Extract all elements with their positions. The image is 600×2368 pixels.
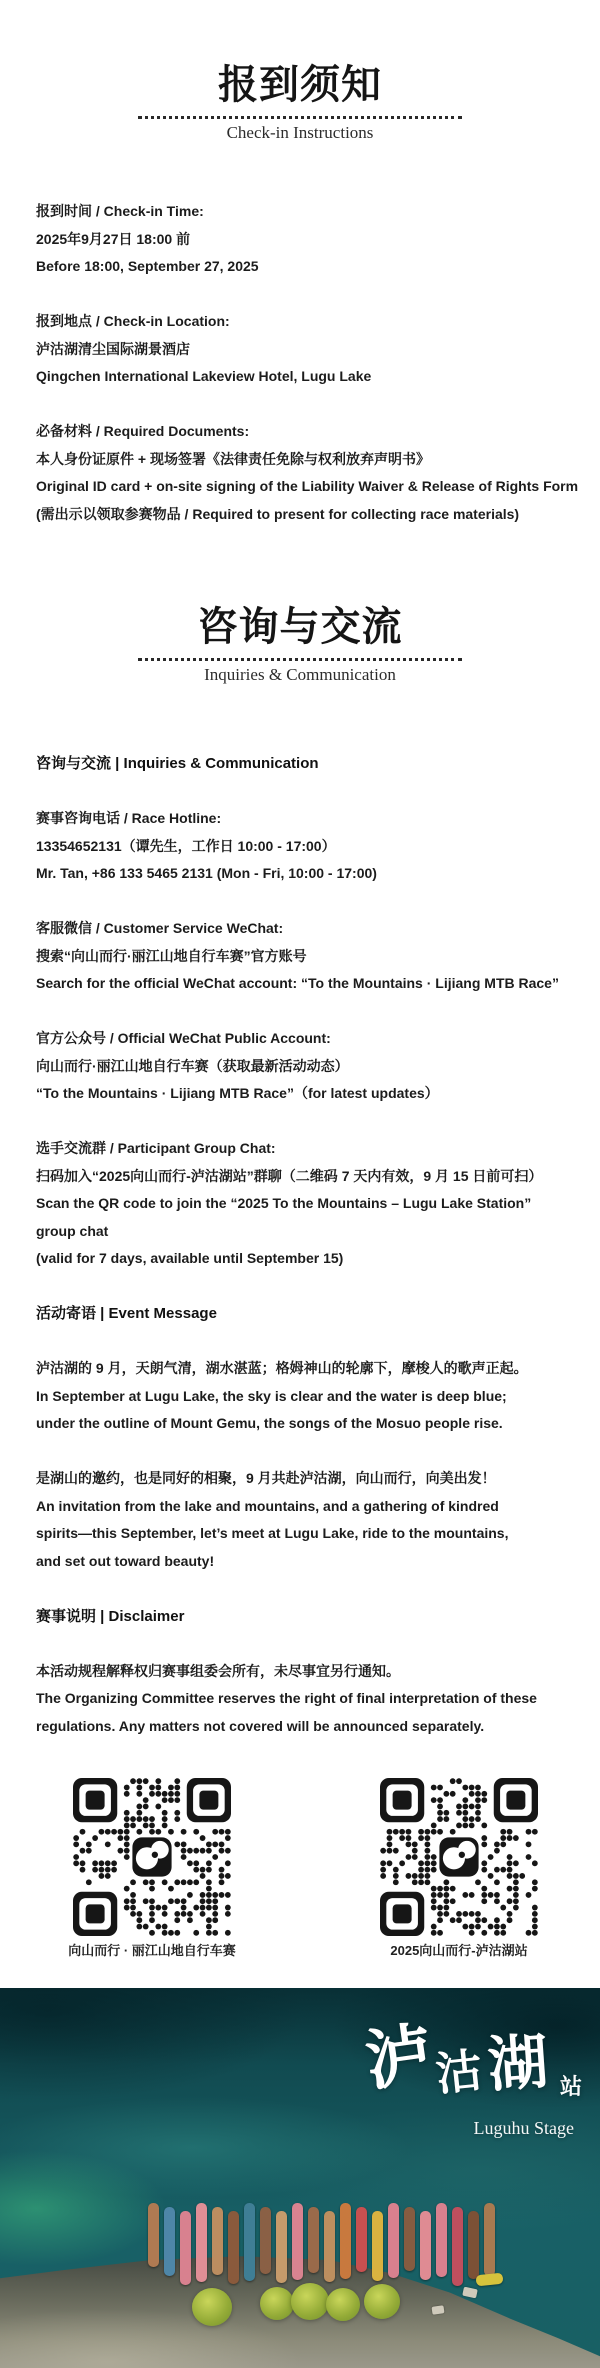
event-message-para2 [36,1465,596,1575]
hotline-para [36,805,596,888]
boat [148,2203,159,2267]
disclaimer-label: 赛事说明 | Disclaimer [36,1607,185,1625]
calligraphy-char: 泸 [361,2017,437,2100]
boat [388,2203,399,2278]
inquiries-title: 咨询与交流 [197,605,403,649]
text-line: Before 18:00, September 27, 2025 [36,258,259,274]
boat [452,2207,463,2286]
boat [468,2211,479,2279]
checkin-documents-para [36,418,596,528]
boat [308,2207,319,2273]
text-line: 官方公众号 / Official WeChat Public Account: [36,1030,331,1046]
phone-number-en: Mr. Tan, +86 133 5465 2131 (Mon - Fri, 10:00 - 17:00) [36,865,377,881]
text-line: Scan the QR code to join the “2025 To the Mountains – Lugu Lake Station” [36,1195,532,1211]
text-line: 报到地点 / Check-in Location: [36,313,230,329]
boat [292,2203,303,2280]
text-line: 向山而行·丽江山地自行车赛（获取最新活动动态） [36,1057,349,1074]
dotted-divider [138,116,462,119]
boat [340,2203,351,2279]
event-message-para1 [36,1355,596,1438]
text-line: 泸沽湖清尘国际湖景酒店 [36,340,190,357]
boat [372,2211,383,2281]
tree [364,2284,400,2319]
text-line: 扫码加入“2025向山而行-泸沽湖站”群聊（二维码 7 天内有效，9 月 15 日前可扫） [36,1167,543,1184]
calligraphy-char: 湖 [485,2028,551,2100]
text-line: An invitation from the lake and mountains, and a gathering of kindred [36,1497,499,1514]
checkin-title: 报到须知 [218,63,382,107]
qr-block-race [42,1778,262,1960]
phone-number: 13354652131（谭先生，工作日 10:00 - 17:00） [36,837,336,854]
text-line: 本活动规程解释权归赛事组委会所有，未尽事宜另行通知。 [36,1662,400,1679]
qr-caption-race: 向山而行 · 丽江山地自行车赛 [68,1943,236,1958]
calligraphy-char: 沽 [433,2044,485,2101]
inquiries-title-block [0,605,600,686]
text-line: spirits—this September, let’s meet at Lugu Lake, ride to the mountains, [36,1525,509,1541]
boat [196,2203,207,2282]
text-line: Original ID card + on-site signing of the Liability Waiver & Release of Rights Form [36,478,579,494]
event-message-label: 活动寄语 | Event Message [36,1305,217,1322]
text-line: (需出示以领取参赛物品 / Required to present for collecting race materials) [36,505,520,522]
boat [404,2207,415,2271]
text-line: 选手交流群 / Participant Group Chat: [36,1140,276,1156]
boat [484,2203,495,2276]
boat [260,2207,271,2274]
qr-row [0,1778,600,1974]
group-chat-para [36,1135,596,1273]
disclaimer-para [36,1658,596,1741]
checkin-subtitle: Check-in Instructions [226,123,374,142]
text-line: and set out toward beauty! [36,1552,215,1569]
text-line: 必备材料 / Required Documents: [36,423,250,439]
text-line: Qingchen International Lakeview Hotel, Lugu Lake [36,368,372,384]
inquiries-subtitle: Inquiries & Communication [204,665,396,684]
text-line: 客服微信 / Customer Service WeChat: [36,920,284,936]
tree [260,2287,294,2320]
dock-object [432,2305,445,2315]
text-line: (valid for 7 days, available until September 15) [36,1250,344,1266]
qr-block-group [349,1778,569,1960]
qr-caption-group: 2025向山而行-泸沽湖站 [390,1943,528,1958]
tree [291,2283,329,2320]
text-line: 搜索“向山而行·丽江山地自行车赛”官方账号 [36,947,307,964]
wechat-para [36,915,596,998]
station-label: 站 [559,2074,582,2099]
text-line: regulations. Any matters not covered will be announced separately. [36,1717,485,1734]
text-line: 是湖山的邀约，也是同好的相聚，9 月共赴泸沽湖，向山而行，向美出发！ [36,1470,496,1486]
text-line: under the outline of Mount Gemu, the songs of the Mosuo people rise. [36,1415,503,1431]
boat [436,2203,447,2277]
boat [420,2211,431,2280]
boat [212,2207,223,2275]
dotted-divider [138,658,462,661]
boats-row [148,2203,495,2282]
photo-subtitle: Luguhu Stage [473,2118,574,2138]
text-line: 报到时间 / Check-in Time: [36,203,204,219]
boat [356,2207,367,2272]
text-line: In September at Lugu Lake, the sky is clear and the water is deep blue; [36,1387,507,1404]
checkin-location-para [36,308,596,391]
text-line: 本人身份证原件 + 现场签署《法律责任免除与权利放弃声明书》 [36,450,430,467]
dock-object [462,2287,478,2299]
qr-code-race-account [73,1778,231,1936]
checkin-title-block [0,63,600,144]
boat [164,2207,175,2276]
inquiries-body [36,750,596,1768]
text-line: The Organizing Committee reserves the right of final interpretation of these [36,1690,537,1706]
tree [192,2288,232,2326]
checkin-body [36,198,596,556]
boat [324,2211,335,2282]
boat [180,2211,191,2285]
yellow-boat [475,2273,503,2287]
boat [276,2211,287,2283]
public-account-para [36,1025,596,1108]
text-line: 2025年9月27日 18:00 前 [36,230,191,247]
text-line: group chat [36,1222,109,1239]
text-line: 赛事咨询电话 / Race Hotline: [36,810,222,826]
text-line: 泸沽湖的 9 月，天朗气清，湖水湛蓝；格姆神山的轮廓下，摩梭人的歌声正起。 [36,1360,528,1376]
text-line: Search for the official WeChat account: “To the Mountains · Lijiang MTB Race” [36,975,559,991]
boat [228,2211,239,2284]
boat [244,2203,255,2281]
photo-title-calligraphy [361,2017,582,2101]
checkin-time-para [36,198,596,281]
lake-aerial-photo [0,1988,600,2368]
text-line: “To the Mountains · Lijiang MTB Race”（for latest updates） [36,1085,439,1101]
inquiries-section-label: 咨询与交流 | Inquiries & Communication [36,755,319,772]
tree [326,2288,360,2321]
qr-code-group-chat [380,1778,538,1936]
